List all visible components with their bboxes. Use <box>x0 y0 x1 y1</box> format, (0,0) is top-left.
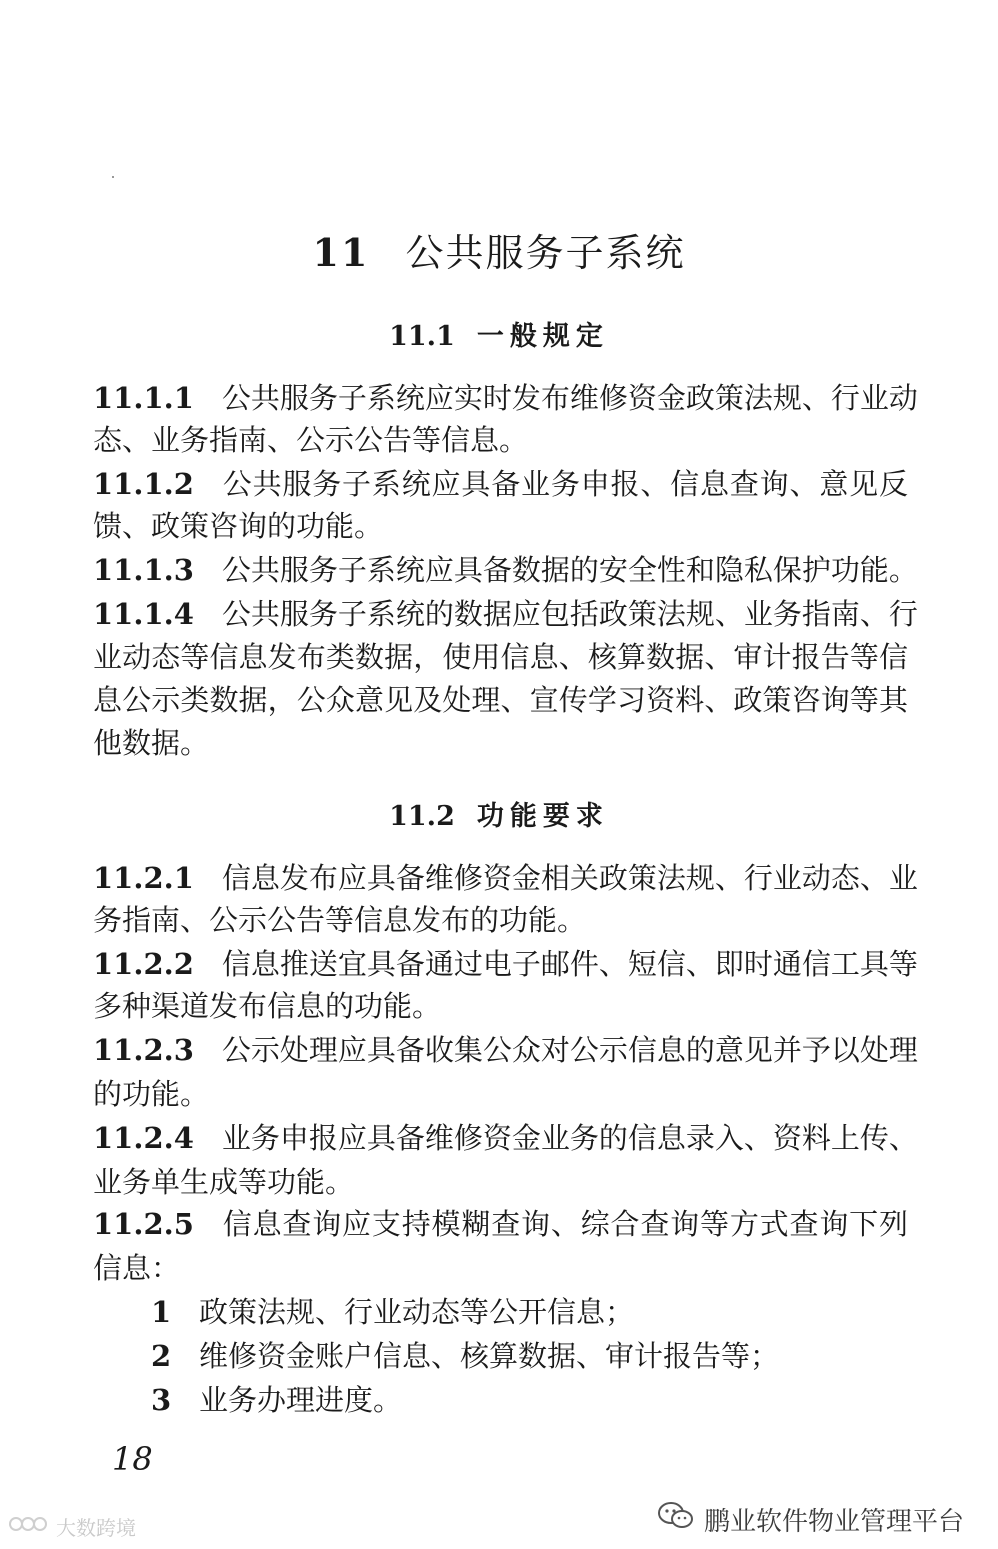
list-item <box>151 1336 891 1376</box>
clause-continuation: 业务单生成等功能。 <box>93 1165 355 1199</box>
section-title-11-2 <box>0 794 998 833</box>
chapter-title <box>0 222 998 277</box>
clause-text: 信息查询应支持模糊查询、综合查询等方式查询下列 <box>221 1207 908 1241</box>
clause-continuation: 息公示类数据，公众意见及处理、宣传学习资料、政策咨询等其 <box>93 683 908 717</box>
clause-continuation: 业动态等信息发布类数据，使用信息、核算数据、审计报告等信 <box>93 640 908 674</box>
clause-continuation: 他数据。 <box>93 726 210 760</box>
clause-continuation: 态、业务指南、公示公告等信息。 <box>93 423 529 457</box>
clause-continuation: 馈、政策咨询的功能。 <box>93 509 384 543</box>
clause-number: 11.2.4 <box>93 1121 194 1155</box>
clause-number: 11.1.3 <box>93 553 194 587</box>
clause-continuation: 务指南、公示公告等信息发布的功能。 <box>93 903 587 937</box>
list-number: 3 <box>151 1383 172 1417</box>
clause-number: 11.1.1 <box>93 381 194 415</box>
clause-text: 公共服务子系统应具备数据的安全性和隐私保护功能。 <box>221 553 918 587</box>
clause-number: 11.2.3 <box>93 1033 194 1067</box>
clause-11-1-4 <box>93 594 918 634</box>
clause-continuation: 的功能。 <box>93 1077 210 1111</box>
clause-continuation: 信息： <box>93 1251 181 1285</box>
section-number: 11.2 <box>389 801 455 832</box>
clause-11-2-2 <box>93 944 918 984</box>
watermark-right-text: 鹏业软件物业管理平台 <box>703 1507 964 1537</box>
clause-11-2-4 <box>93 1118 918 1158</box>
clause-text: 公示处理应具备收集公众对公示信息的意见并予以处理 <box>221 1033 918 1067</box>
clause-11-2-1 <box>93 858 918 898</box>
clause-text: 公共服务子系统的数据应包括政策法规、业务指南、行 <box>221 597 918 631</box>
list-item <box>151 1292 891 1332</box>
clause-number: 11.2.5 <box>93 1207 194 1241</box>
section-name: 功能要求 <box>476 801 609 832</box>
list-text: 业务办理进度。 <box>199 1383 403 1417</box>
watermark-left <box>8 1512 136 1541</box>
list-number: 1 <box>151 1295 172 1329</box>
clause-number: 11.2.1 <box>93 861 194 895</box>
clause-continuation: 多种渠道发布信息的功能。 <box>93 989 442 1023</box>
clause-11-1-3 <box>93 550 918 590</box>
chapter-number: 11 <box>312 230 370 275</box>
section-name: 一般规定 <box>476 321 609 352</box>
section-number: 11.1 <box>389 321 455 352</box>
clause-11-2-3 <box>93 1030 918 1070</box>
clause-text: 公共服务子系统应具备业务申报、信息查询、意见反 <box>221 467 908 501</box>
clause-number: 11.2.2 <box>93 947 194 981</box>
list-item <box>151 1380 891 1420</box>
clause-text: 业务申报应具备维修资金业务的信息录入、资料上传、 <box>221 1121 918 1155</box>
camera-loop-icon <box>8 1513 48 1540</box>
section-title-11-1 <box>0 314 998 353</box>
clause-number: 11.1.4 <box>93 597 194 631</box>
list-text: 政策法规、行业动态等公开信息； <box>199 1295 635 1329</box>
chapter-name: 公共服务子系统 <box>405 231 686 275</box>
wechat-icon <box>656 1500 696 1539</box>
clause-number: 11.1.2 <box>93 467 194 501</box>
clause-text: 信息发布应具备维修资金相关政策法规、行业动态、业 <box>221 861 918 895</box>
clause-11-1-2 <box>93 464 908 504</box>
clause-text: 公共服务子系统应实时发布维修资金政策法规、行业动 <box>221 381 918 415</box>
watermark-right <box>656 1500 964 1539</box>
list-text: 维修资金账户信息、核算数据、审计报告等； <box>199 1339 780 1373</box>
clause-11-1-1 <box>93 378 918 418</box>
clause-11-2-5 <box>93 1204 908 1244</box>
clause-text: 信息推送宜具备通过电子邮件、短信、即时通信工具等 <box>221 947 918 981</box>
watermark-left-text: 大数跨境 <box>56 1516 136 1540</box>
scan-speck <box>112 176 114 178</box>
page-number: 18 <box>112 1440 153 1478</box>
list-number: 2 <box>151 1339 172 1373</box>
